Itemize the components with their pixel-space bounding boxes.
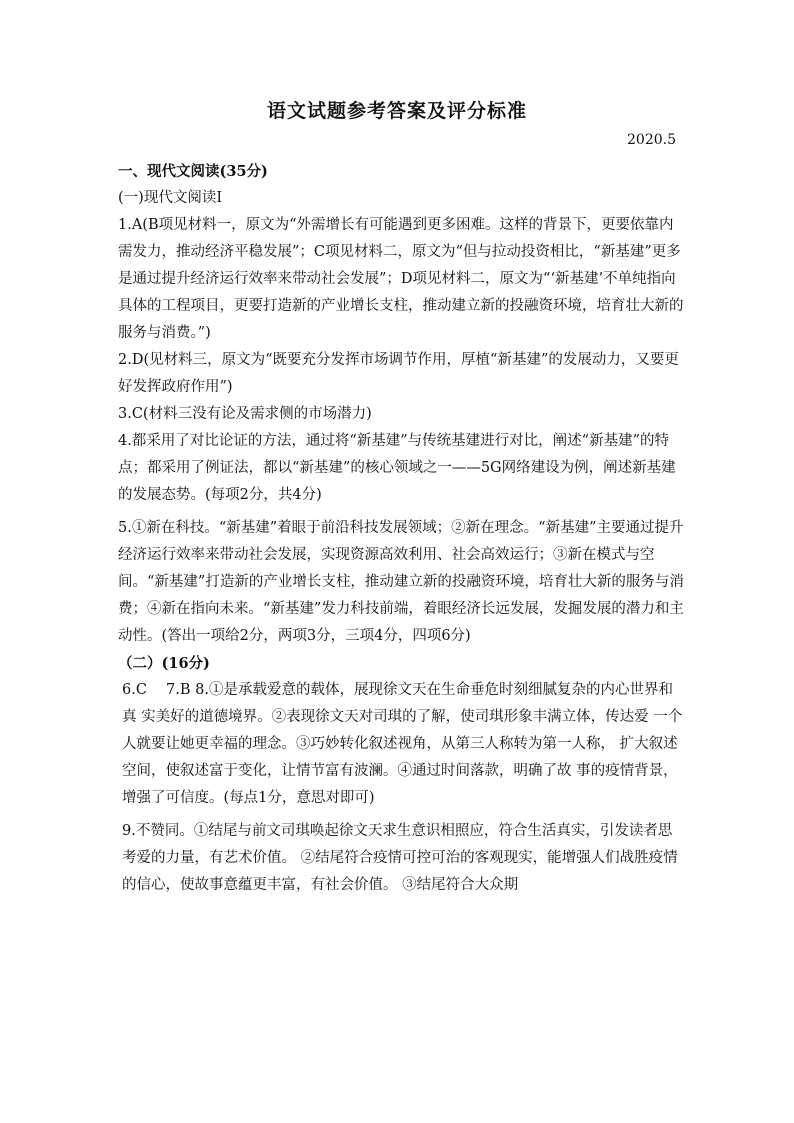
answer-paragraph-9: 9.不赞同。①结尾与前文司琪唤起徐文天求生意识相照应，符合生活真实，引发读者思考爱的力量，有艺术价值。 ②结尾符合疫情可控可治的客观现实，能增强人们战胜疫情的信心，使故事意蕴更丰富，有社会价值。 ③结尾符合大众期 xyxy=(122,823,678,893)
document-date: 2020.5 xyxy=(627,132,676,148)
answer-paragraph-4: 4.都采用了对比论证的方法，通过将“新基建”与传统基建进行对比，阐述“新基建”的特点；都采用了例证法，都以“新基建”的核心领域之一——5G网络建设为例，阐述新基建的发展态势。(每项2分，共4分) xyxy=(118,433,676,503)
answer-paragraph-5: 5.①新在科技。“新基建”着眼于前沿科技发展领域；②新在理念。“新基建”主要通过提升经济运行效率来带动社会发展，实现资源高效利用、社会高效运行；③新在模式与空间。“新基建”打造新的产业增长支柱，推动建立新的投融资环境，培育壮大新的服务与消费；④新在指向未来。“新基建”发力科技前端，着眼经济长远发展，发掘发展的潜力和主动性。(答出一项给2分，两项3分，三项4分，四项6分) xyxy=(118,520,684,644)
section-heading: 一、现代文阅读(35分) xyxy=(118,163,268,180)
document-body xyxy=(118,158,684,899)
answer-paragraph-2: 2.D(见材料三，原文为“既要充分发挥市场调节作用，厚植“新基建”的发展动力，又要更好发挥政府作用”) xyxy=(118,352,679,395)
subsection-heading-2: （二）(16分) xyxy=(118,655,210,672)
subsection-heading: (一)现代文阅读Ⅰ xyxy=(118,190,223,206)
document-title: 语文试题参考答案及评分标准 xyxy=(266,100,527,122)
answer-paragraph-1: 1.A(B项见材料一，原文为“外需增长有可能遇到更多困难。这样的背景下，更要依靠内需发力，推动经济平稳发展”；C项见材料二，原文为“但与拉动投资相比，“新基建”更多是通过提升经济运行效率来带动社会发展”；D项见材料二，原文为“‘新基建’不单纯指向具体的工程项目，更要打造新的产业增长支柱，推动建立新的投融资环境，培育壮大新的服务与消费。”) xyxy=(118,217,684,341)
answer-paragraph-3: 3.C(材料三没有论及需求侧的市场潜力) xyxy=(118,406,372,422)
answer-paragraph-6-8: 6.C 7.B 8.①是承载爱意的载体，展现徐文天在生命垂危时刻细腻复杂的内心世界和真 实美好的道德境界。②表现徐文天对司琪的了解，使司琪形象丰满立体，传达爱 一个人就要让她更幸福的理念。③巧妙转化叙述视角，从第三人称转为第一人称， 扩大叙述空间，使叙述富于变化，让情节富有波澜。④通过时间落款，明确了故 事的疫情背景，增强了可信度。(每点1分，意思对即可) xyxy=(122,682,683,806)
